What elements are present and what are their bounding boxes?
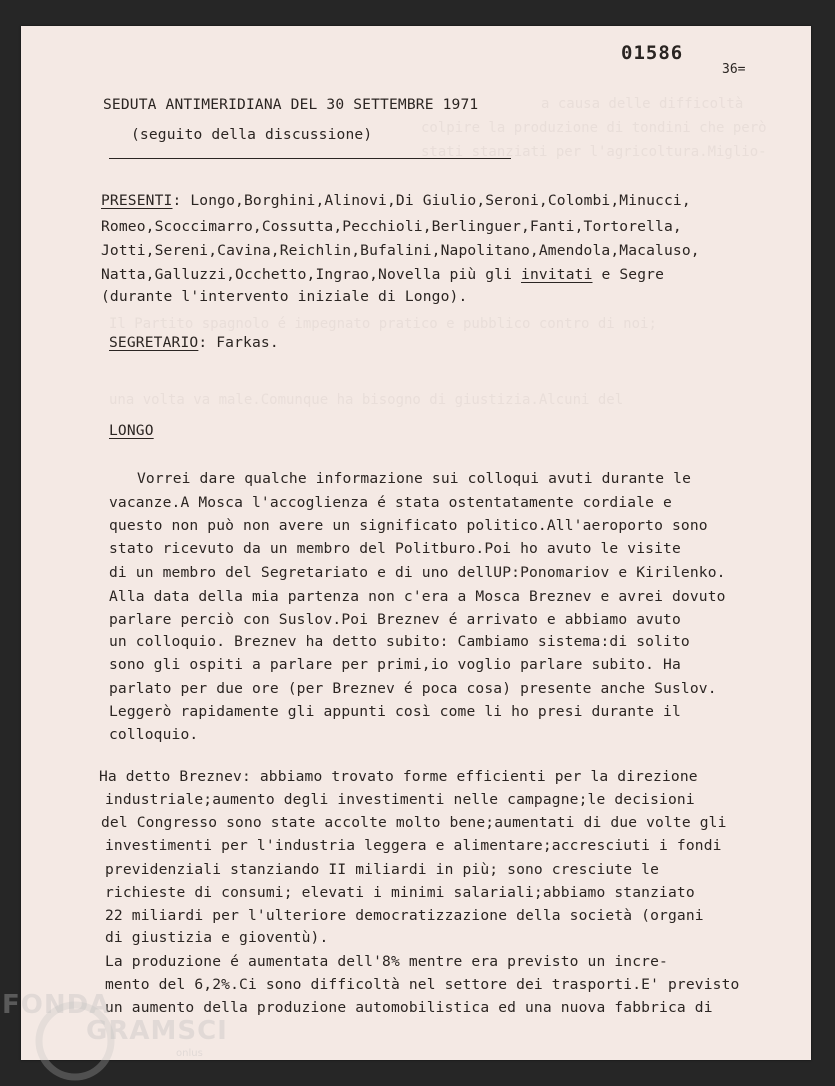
invitati-word: invitati <box>521 266 593 283</box>
p1-line: stato ricevuto da un membro del Politburo.Poi ho avuto le visite <box>109 540 681 557</box>
presenti-line-1: PRESENTI: Longo,Borghini,Alinovi,Di Giulio,Seroni,Colombi,Minucci, <box>101 192 691 209</box>
watermark-line-3: onlus <box>176 1048 203 1059</box>
segretario-label: SEGRETARIO <box>109 334 199 351</box>
p1-line: Alla data della mia partenza non c'era a Mosca Breznev e avrei dovuto <box>109 588 726 605</box>
p2-line: richieste di consumi; elevati i minimi salariali;abbiamo stanziato <box>105 884 695 901</box>
segretario-line: SEGRETARIO: Farkas. <box>109 334 279 351</box>
document-page <box>21 26 811 1060</box>
p1-line: sono gli ospiti a parlare per primi,io voglio parlare subito. Ha <box>109 656 681 673</box>
document-subtitle: (seguito della discussione) <box>131 126 373 143</box>
p1-line: di un membro del Segretariato e di uno dellUP:Ponomariov e Kirilenko. <box>109 564 726 581</box>
page-number: 36= <box>722 62 746 77</box>
presenti-line-4: Natta,Galluzzi,Occhetto,Ingrao,Novella più gli invitati e Segre <box>101 266 665 283</box>
p2-line: mento del 6,2%.Ci sono difficoltà nel settore dei trasporti.E' previsto <box>105 976 740 993</box>
show-through: una volta va male.Comunque ha bisogno di giustizia.Alcuni del <box>109 392 624 408</box>
p2-line: investimenti per l'industria leggera e alimentare;accresciuti i fondi <box>105 837 722 854</box>
watermark-line-1: FONDA <box>2 990 111 1020</box>
p2-line: industriale;aumento degli investimenti nelle campagne;le decisioni <box>105 791 695 808</box>
p2-line: previdenziali stanziando II miliardi in più; sono cresciute le <box>105 861 660 878</box>
title-divider <box>109 158 511 159</box>
document-title: SEDUTA ANTIMERIDIANA DEL 30 SETTEMBRE 1971 <box>103 96 479 113</box>
show-through: stati stanziati per l'agricoltura.Miglio- <box>421 144 767 160</box>
presenti-label: PRESENTI <box>101 192 173 209</box>
p1-line: un colloquio. Breznev ha detto subito: Cambiamo sistema:di solito <box>109 633 690 650</box>
p2-line: 22 miliardi per l'ulteriore democratizzazione della società (organi <box>105 907 704 924</box>
presenti-line-3: Jotti,Sereni,Cavina,Reichlin,Bufalini,Napolitano,Amendola,Macaluso, <box>101 242 700 259</box>
presenti-line-5: (durante l'intervento iniziale di Longo). <box>101 288 468 305</box>
show-through: a causa delle difficoltà <box>541 96 744 112</box>
p2-line: La produzione é aumentata dell'8% mentre era previsto un incre- <box>105 953 668 970</box>
p1-line: parlare perciò con Suslov.Poi Breznev é arrivato e abbiamo avuto <box>109 611 681 628</box>
p1-line: vacanze.A Mosca l'accoglienza é stata ostentatamente cordiale e <box>109 494 672 511</box>
p1-line: Leggerò rapidamente gli appunti così come li ho presi durante il <box>109 703 681 720</box>
p2-line: di giustizia e gioventù). <box>105 929 329 946</box>
document-number: 01586 <box>621 42 684 64</box>
show-through: colpire la produzione di tondini che però <box>421 120 767 136</box>
speaker-heading: LONGO <box>109 422 154 439</box>
p1-line: Vorrei dare qualche informazione sui colloqui avuti durante le <box>137 470 692 487</box>
presenti-line-2: Romeo,Scoccimarro,Cossutta,Pecchioli,Berlinguer,Fanti,Tortorella, <box>101 218 682 235</box>
p2-line: del Congresso sono state accolte molto bene;aumentati di due volte gli <box>101 814 727 831</box>
p1-line: questo non può non avere un significato politico.All'aeroporto sono <box>109 517 708 534</box>
p2-line: Ha detto Breznev: abbiamo trovato forme efficienti per la direzione <box>99 768 698 785</box>
show-through: Il Partito spagnolo é impegnato pratico e pubblico contro di noi; <box>109 316 657 332</box>
fondazione-gramsci-watermark <box>0 986 228 1080</box>
watermark-line-2: GRAMSCI <box>86 1016 228 1046</box>
p2-line: un aumento della produzione automobilistica ed una nuova fabbrica di <box>105 999 713 1016</box>
p1-line: colloquio. <box>109 726 199 743</box>
p1-line: parlato per due ore (per Breznev é poca cosa) presente anche Suslov. <box>109 680 717 697</box>
